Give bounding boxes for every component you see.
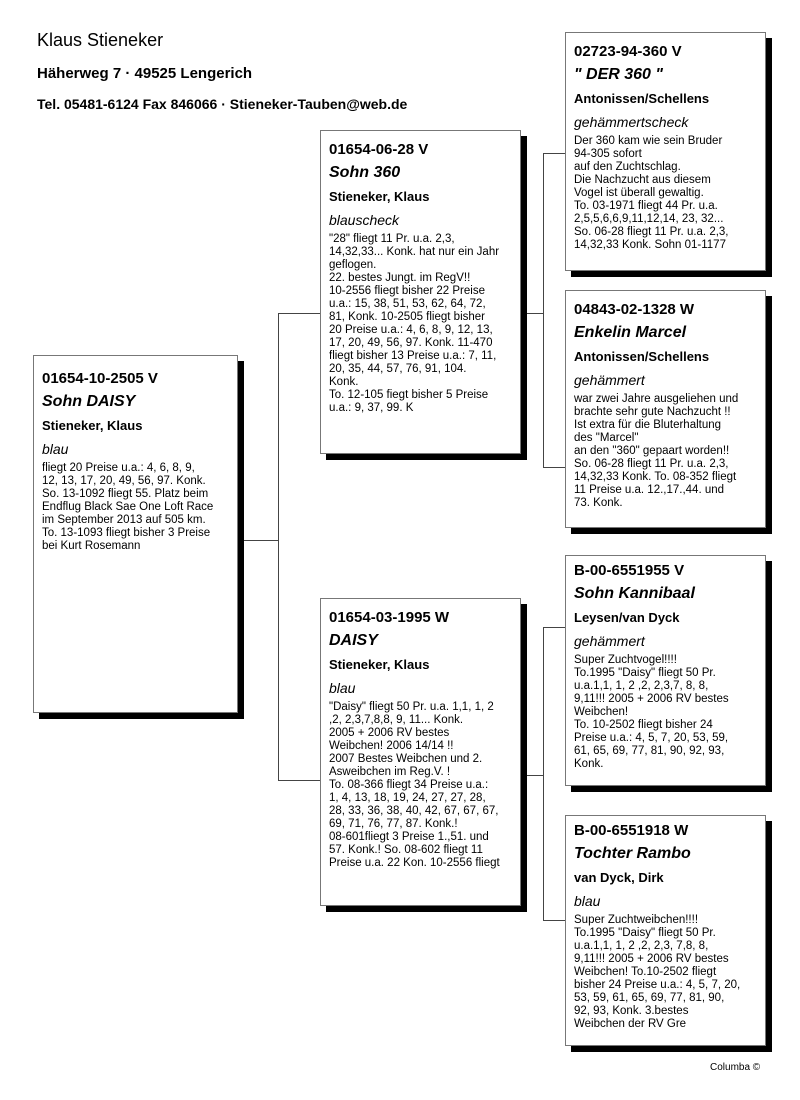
- note-line: des "Marcel": [574, 432, 639, 444]
- note-line: Die Nachzucht aus diesem: [574, 174, 711, 186]
- pigeon-color: blau: [574, 893, 601, 909]
- note-line: To.1995 "Daisy" fliegt 50 Pr.: [574, 667, 716, 679]
- owner-name: Leysen/van Dyck: [574, 610, 680, 625]
- connector-line: [543, 627, 544, 921]
- note-line: Ist extra für die Bluterhaltung: [574, 419, 722, 431]
- note-line: Asweibchen im Reg.V. !: [329, 766, 451, 778]
- ring-number: B-00-6551918 W: [574, 822, 689, 839]
- note-line: 9,11!!! 2005 + 2006 RV bestes: [574, 693, 729, 705]
- note-line: To. 12-105 fiegt bisher 5 Preise: [329, 389, 489, 401]
- note-line: To.1995 "Daisy" fliegt 50 Pr.: [574, 927, 716, 939]
- owner-name: Antonissen/Schellens: [574, 91, 710, 106]
- ring-number: 02723-94-360 V: [574, 43, 682, 60]
- note-line: u.a.1,1, 1, 2 ,2, 2,3, 7,8, 8,: [574, 940, 709, 952]
- note-line: "Daisy" fliegt 50 Pr. u.a. 1,1, 1, 2: [329, 701, 494, 713]
- note-line: Preise u.a. 22 Kon. 10-2556 fliegt: [329, 857, 500, 869]
- owner-name: Stieneker, Klaus: [329, 657, 430, 672]
- note-line: Weibchen!: [574, 706, 629, 718]
- note-line: 10-2556 fliegt bisher 22 Preise: [329, 285, 485, 297]
- pigeon-card-paternal-grandmother: [565, 290, 766, 528]
- note-line: bei Kurt Rosemann: [42, 540, 141, 552]
- note-line: 53, 59, 61, 65, 69, 77, 81, 90,: [574, 992, 725, 1004]
- note-line: So. 06-28 fliegt 11 Pr. u.a. 2,3,: [574, 458, 729, 470]
- note-line: Konk.: [329, 376, 359, 388]
- note-line: fliegt 20 Preise u.a.: 4, 6, 8, 9,: [42, 462, 195, 474]
- pigeon-name: Sohn 360: [329, 164, 401, 181]
- breeder-name: Klaus Stieneker: [37, 30, 164, 50]
- performance-notes: [329, 233, 512, 415]
- ring-number: B-00-6551955 V: [574, 562, 685, 579]
- note-line: So. 13-1092 fliegt 55. Platz beim: [42, 488, 209, 500]
- note-line: 69, 71, 76, 77, 87. Konk.!: [329, 818, 458, 830]
- note-line: 9,11!!! 2005 + 2006 RV bestes: [574, 953, 729, 965]
- note-line: 14,32,33 Konk. To. 08-352 fliegt: [574, 471, 737, 483]
- note-line: 2007 Bestes Weibchen und 2.: [329, 753, 483, 765]
- connector-line: [543, 153, 565, 154]
- note-line: 14,32,33... Konk. hat nur ein Jahr: [329, 246, 500, 258]
- note-line: Preise u.a.: 4, 5, 7, 20, 53, 59,: [574, 732, 729, 744]
- ring-number: 01654-03-1995 W: [329, 609, 450, 626]
- note-line: 12, 13, 17, 20, 49, 56, 97. Konk.: [42, 475, 206, 487]
- performance-notes: [574, 654, 757, 771]
- connector-line: [278, 313, 320, 314]
- pigeon-card-mother: [320, 598, 521, 906]
- ring-number: 01654-06-28 V: [329, 141, 429, 158]
- note-line: im September 2013 auf 505 km.: [42, 514, 206, 526]
- ring-number: 04843-02-1328 W: [574, 301, 695, 318]
- pigeon-color: gehämmert: [574, 633, 645, 649]
- note-line: 1, 4, 13, 18, 19, 24, 27, 27, 28,: [329, 792, 486, 804]
- connector-line: [278, 780, 320, 781]
- note-line: Der 360 kam wie sein Bruder: [574, 135, 723, 147]
- owner-name: Stieneker, Klaus: [329, 189, 430, 204]
- pigeon-name: Sohn Kannibaal: [574, 585, 695, 602]
- note-line: geflogen.: [329, 259, 377, 271]
- pigeon-name: Tochter Rambo: [574, 845, 691, 862]
- note-line: 92, 93, Konk. 3.bestes: [574, 1005, 689, 1017]
- pigeon-card-father: [320, 130, 521, 454]
- pigeon-card-paternal-grandfather: [565, 32, 766, 271]
- note-line: 20 Preise u.a.: 4, 6, 8, 9, 12, 13,: [329, 324, 493, 336]
- connector-line: [543, 153, 544, 468]
- note-line: 61, 65, 69, 77, 81, 90, 92, 93,: [574, 745, 725, 757]
- connector-line: [543, 467, 565, 468]
- performance-notes: [574, 914, 757, 1031]
- note-line: 94-305 sofort: [574, 148, 642, 160]
- note-line: To. 10-2502 fliegt bisher 24: [574, 719, 713, 731]
- note-line: 2005 + 2006 RV bestes: [329, 727, 450, 739]
- note-line: "28" fliegt 11 Pr. u.a. 2,3,: [329, 233, 455, 245]
- owner-name: Antonissen/Schellens: [574, 349, 710, 364]
- note-line: 17, 20, 49, 56, 97. Konk. 11-470: [329, 337, 493, 349]
- note-line: an den "360" gepaart worden!!: [574, 445, 730, 457]
- note-line: Super Zuchtvogel!!!!: [574, 654, 677, 666]
- note-line: Super Zuchtweibchen!!!!: [574, 914, 699, 926]
- connector-line: [526, 775, 543, 776]
- owner-name: Stieneker, Klaus: [42, 418, 143, 433]
- note-line: auf den Zuchtschlag.: [574, 161, 681, 173]
- pigeon-name: " DER 360 ": [574, 66, 663, 83]
- connector-line: [526, 313, 543, 314]
- note-line: fliegt bisher 13 Preise u.a.: 7, 11,: [329, 350, 497, 362]
- note-line: u.a.1,1, 1, 2 ,2, 2,3,7, 8, 8,: [574, 680, 709, 692]
- note-line: Weibchen! To.10-2502 fliegt: [574, 966, 717, 978]
- note-line: 22. bestes Jungt. im RegV!!: [329, 272, 471, 284]
- note-line: 28, 33, 36, 38, 40, 42, 67, 67, 67,: [329, 805, 499, 817]
- note-line: u.a.: 9, 37, 99. K: [329, 402, 414, 414]
- note-line: 73. Konk.: [574, 497, 623, 509]
- pigeon-color: blauscheck: [329, 212, 400, 228]
- pigeon-name: DAISY: [329, 632, 378, 649]
- pigeon-name: Sohn DAISY: [42, 393, 136, 410]
- note-line: To. 08-366 fliegt 34 Preise u.a.:: [329, 779, 489, 791]
- note-line: So. 06-28 fliegt 11 Pr. u.a. 2,3,: [574, 226, 729, 238]
- performance-notes: [574, 135, 757, 252]
- note-line: 11 Preise u.a. 12.,17.,44. und: [574, 484, 725, 496]
- pigeon-card-maternal-grandfather: [565, 555, 766, 786]
- note-line: Konk.: [574, 758, 604, 770]
- owner-name: van Dyck, Dirk: [574, 870, 664, 885]
- performance-notes: [42, 462, 229, 553]
- pigeon-card-subject: [33, 355, 238, 713]
- pigeon-name: Enkelin Marcel: [574, 324, 687, 341]
- note-line: To. 13-1093 fliegt bisher 3 Preise: [42, 527, 211, 539]
- note-line: 20, 35, 44, 57, 76, 91, 104.: [329, 363, 467, 375]
- pigeon-color: blau: [329, 680, 356, 696]
- note-line: bisher 24 Preise u.a.: 4, 5, 7, 20,: [574, 979, 741, 991]
- note-line: 14,32,33 Konk. Sohn 01-1177: [574, 239, 726, 251]
- note-line: 2,5,5,6,6,9,11,12,14, 23, 32...: [574, 213, 724, 225]
- performance-notes: [329, 701, 512, 870]
- connector-line: [278, 313, 279, 781]
- footer-credit: Columba ©: [710, 1062, 761, 1073]
- breeder-address: Häherweg 7 · 49525 Lengerich: [37, 65, 253, 82]
- note-line: 81, Konk. 10-2505 fliegt bisher: [329, 311, 485, 323]
- note-line: Weibchen! 2006 14/14 !!: [329, 740, 454, 752]
- pigeon-color: blau: [42, 441, 69, 457]
- note-line: Endflug Black Sae One Loft Race: [42, 501, 214, 513]
- note-line: Weibchen der RV Gre: [574, 1018, 687, 1030]
- connector-line: [543, 920, 565, 921]
- note-line: To. 03-1971 fliegt 44 Pr. u.a.: [574, 200, 718, 212]
- note-line: ,2, 2,3,7,8,8, 9, 11... Konk.: [329, 714, 464, 726]
- pigeon-color: gehämmert: [574, 372, 645, 388]
- connector-line: [543, 627, 565, 628]
- pigeon-color: gehämmertscheck: [574, 114, 689, 130]
- note-line: war zwei Jahre ausgeliehen und: [574, 393, 739, 405]
- note-line: Vogel ist überall gewaltig.: [574, 187, 704, 199]
- ring-number: 01654-10-2505 V: [42, 370, 158, 387]
- note-line: u.a.: 15, 38, 51, 53, 62, 64, 72,: [329, 298, 486, 310]
- note-line: 08-601fliegt 3 Preise 1.,51. und: [329, 831, 489, 843]
- note-line: 57. Konk.! So. 08-602 fliegt 11: [329, 844, 483, 856]
- breeder-contact: Tel. 05481-6124 Fax 846066 · Stieneker-Tauben@web.de: [37, 96, 408, 112]
- pigeon-card-maternal-grandmother: [565, 815, 766, 1046]
- note-line: brachte sehr gute Nachzucht !!: [574, 406, 731, 418]
- performance-notes: [574, 393, 757, 510]
- connector-line: [243, 540, 278, 541]
